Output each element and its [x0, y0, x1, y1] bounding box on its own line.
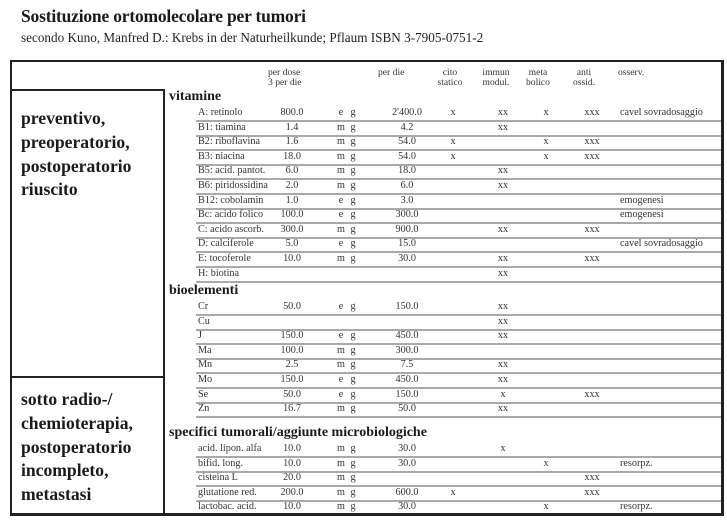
- cell-imm: x: [500, 388, 506, 400]
- indication-panel-preventive: [12, 89, 165, 378]
- cell-u1: e: [338, 209, 344, 221]
- table-row: [196, 106, 721, 122]
- cell-imm: xx: [497, 403, 509, 415]
- cell-u2: g: [350, 344, 356, 356]
- cell-meta: x: [543, 136, 549, 148]
- cell-day: 30.0: [398, 501, 416, 513]
- header-line: per dose: [268, 67, 301, 78]
- table-row: [196, 179, 721, 195]
- cell-dose: 20.0: [283, 472, 301, 484]
- cell-anti: xxx: [584, 223, 600, 235]
- cell-u1: m: [337, 136, 345, 148]
- cell-name: B5: acid. pantot.: [198, 165, 266, 177]
- indication-text: [21, 388, 133, 507]
- cell-u2: g: [350, 209, 356, 221]
- cell-name: A: retinolo: [198, 107, 243, 118]
- cell-u2: g: [350, 501, 356, 513]
- cell-anti: xxx: [584, 388, 600, 400]
- cell-cito: x: [450, 107, 456, 118]
- table-row: [196, 252, 721, 268]
- cell-u2: g: [350, 443, 356, 454]
- header-per-dose: [268, 68, 318, 88]
- cell-dose: 18.0: [283, 150, 301, 162]
- cell-u1: m: [337, 359, 345, 371]
- cell-name: D: calciferole: [198, 238, 254, 250]
- cell-day: 3.0: [400, 194, 414, 206]
- cell-imm: xx: [497, 374, 509, 385]
- header-line: modul.: [482, 77, 510, 88]
- cell-name: B12: cobolamin: [198, 194, 264, 206]
- header-cito: [430, 68, 470, 88]
- cell-imm: xx: [497, 165, 509, 177]
- cell-meta: x: [543, 501, 549, 513]
- cell-day: 450.0: [395, 330, 419, 342]
- section-title: bioelementi: [169, 283, 239, 298]
- cell-imm: xx: [497, 330, 509, 342]
- header-line: bolico: [526, 77, 550, 88]
- cell-imm: xx: [497, 267, 509, 279]
- cell-u1: m: [337, 443, 345, 454]
- cell-name: B3: niacina: [198, 150, 245, 162]
- cell-dose: 2.5: [285, 359, 299, 371]
- cell-imm: xx: [497, 223, 509, 235]
- section-title: vitamine: [169, 89, 222, 104]
- header-per-die: [378, 68, 428, 78]
- cell-anti: xxx: [584, 107, 600, 118]
- cell-day: 54.0: [398, 136, 416, 148]
- cell-u2: g: [350, 374, 356, 385]
- cell-u2: g: [350, 359, 356, 371]
- cell-name: E: tocoferole: [198, 253, 251, 264]
- cell-u1: m: [337, 403, 345, 415]
- table-row: [196, 121, 721, 137]
- cell-imm: xx: [497, 121, 509, 133]
- header-line: osserv.: [618, 67, 645, 78]
- cell-u1: e: [338, 107, 344, 118]
- cell-dose: 150.0: [280, 374, 304, 385]
- cell-name: bifid. long.: [198, 457, 243, 469]
- cell-dose: 1.6: [285, 136, 299, 148]
- header-osserv: [618, 68, 668, 78]
- cell-imm: xx: [497, 301, 509, 312]
- header-line: ossid.: [572, 77, 596, 88]
- indication-line: metastasi: [21, 484, 92, 505]
- indication-text: [21, 107, 131, 202]
- cell-name: Mn: [198, 359, 213, 371]
- cell-anti: xxx: [584, 253, 600, 264]
- cell-u1: e: [338, 330, 344, 342]
- cell-dose: 1.4: [285, 121, 299, 133]
- header-anti: [562, 68, 606, 88]
- cell-u2: g: [350, 403, 356, 415]
- cell-dose: 100.0: [280, 344, 304, 356]
- cell-u1: e: [338, 238, 344, 250]
- cell-u2: g: [350, 253, 356, 264]
- cell-day: 2'400.0: [392, 107, 422, 118]
- cell-anti: xxx: [584, 472, 600, 484]
- cell-imm: xx: [497, 359, 509, 371]
- cell-u2: g: [350, 180, 356, 191]
- cell-oss: emogenesi: [620, 209, 664, 221]
- cell-dose: 50.0: [283, 388, 301, 400]
- cell-u1: m: [337, 223, 345, 235]
- cell-u2: g: [350, 472, 356, 484]
- table-row: [196, 329, 721, 345]
- cell-imm: xx: [497, 107, 509, 118]
- cell-name: Zn: [198, 403, 210, 415]
- cell-u2: g: [350, 121, 356, 133]
- cell-imm: xx: [497, 180, 509, 191]
- cell-dose: 10.0: [283, 443, 301, 454]
- table-row: [196, 164, 721, 180]
- table-row: [196, 300, 721, 316]
- indication-column: [12, 62, 165, 513]
- table-row: [196, 194, 721, 210]
- cell-name: Ma: [198, 344, 212, 356]
- cell-u2: g: [350, 150, 356, 162]
- cell-dose: 10.0: [283, 501, 301, 513]
- cell-anti: xxx: [584, 486, 600, 498]
- cell-u2: g: [350, 388, 356, 400]
- cell-day: 600.0: [395, 486, 419, 498]
- cell-u1: e: [338, 194, 344, 206]
- cell-dose: 800.0: [280, 107, 304, 118]
- indication-line: preventivo,: [21, 108, 106, 128]
- cell-u2: g: [350, 330, 356, 342]
- cell-dose: 10.0: [283, 457, 301, 469]
- cell-oss: cavel sovradosaggio: [620, 238, 703, 250]
- cell-name: glutatione red.: [198, 486, 257, 498]
- cell-name: Bc: acido folico: [198, 209, 264, 221]
- indication-line: chemioterapia,: [21, 412, 133, 433]
- cell-name: B6: piridossidina: [198, 180, 268, 191]
- header-line: cito: [442, 67, 458, 78]
- indication-line: postoperatorio: [21, 155, 132, 176]
- table-row: [196, 344, 721, 360]
- cell-u1: m: [337, 165, 345, 177]
- cell-day: 450.0: [395, 374, 419, 385]
- page-title: Sostituzione ortomolecolare per tumori: [21, 6, 306, 26]
- cell-u1: e: [338, 301, 344, 312]
- cell-u1: m: [337, 486, 345, 498]
- cell-day: 7.5: [400, 359, 414, 371]
- cell-u1: m: [337, 472, 345, 484]
- table-row: [196, 208, 721, 224]
- cell-name: cisteina L: [198, 472, 238, 484]
- cell-meta: x: [543, 150, 549, 162]
- table-row: [196, 358, 721, 374]
- cell-name: Mo: [198, 374, 213, 385]
- section-title: specifici tumorali/aggiunte microbiologiche: [169, 425, 427, 440]
- cell-cito: x: [450, 136, 456, 148]
- table-row: [196, 150, 721, 166]
- cell-day: 18.0: [398, 165, 416, 177]
- header-line: per die: [378, 67, 405, 78]
- cell-dose: 150.0: [280, 330, 304, 342]
- cell-u2: g: [350, 238, 356, 250]
- cell-name: lactobac. acid.: [198, 501, 257, 513]
- cell-name: B2: riboflavina: [198, 136, 260, 148]
- cell-day: 54.0: [398, 150, 416, 162]
- cell-name: C: acido ascorb.: [198, 223, 264, 235]
- table-row: [196, 402, 721, 418]
- cell-u1: m: [337, 253, 345, 264]
- indication-line: preoperatorio,: [21, 131, 130, 152]
- cell-u2: g: [350, 107, 356, 118]
- cell-day: 30.0: [398, 443, 416, 454]
- cell-name: acid. lipon. alfa: [198, 443, 262, 454]
- cell-u2: g: [350, 223, 356, 235]
- header-line: 3 per die: [268, 77, 302, 88]
- indication-line: sotto radio-/: [21, 389, 113, 409]
- cell-anti: xxx: [584, 150, 600, 162]
- cell-day: 300.0: [395, 344, 419, 356]
- cell-dose: 1.0: [285, 194, 299, 206]
- cell-u1: m: [337, 150, 345, 162]
- cell-dose: 6.0: [285, 165, 299, 177]
- page-subtitle: secondo Kuno, Manfred D.: Krebs in der Naturheilkunde; Pflaum ISBN 3-7905-0751-2: [21, 30, 484, 45]
- cell-day: 900.0: [395, 223, 419, 235]
- cell-day: 50.0: [398, 403, 416, 415]
- table-row: [196, 237, 721, 253]
- table-row: [196, 486, 721, 502]
- cell-u1: e: [338, 388, 344, 400]
- table-row: [196, 442, 721, 458]
- cell-u2: g: [350, 457, 356, 469]
- cell-name: J: [198, 330, 202, 342]
- table-row: [196, 315, 721, 331]
- table-row: [196, 388, 721, 404]
- cell-dose: 16.7: [283, 403, 301, 415]
- table-row: [196, 135, 721, 151]
- cell-u1: m: [337, 180, 345, 191]
- cell-name: Cr: [198, 301, 209, 312]
- cell-u2: g: [350, 165, 356, 177]
- header-meta: [518, 68, 558, 88]
- cell-u1: m: [337, 121, 345, 133]
- cell-imm: xx: [497, 253, 509, 264]
- cell-day: 150.0: [395, 388, 419, 400]
- cell-imm: x: [500, 443, 506, 454]
- indication-line: incompleto,: [21, 460, 109, 481]
- cell-day: 30.0: [398, 457, 416, 469]
- cell-day: 15.0: [398, 238, 416, 250]
- cell-name: B1: tiamina: [198, 121, 246, 133]
- cell-meta: x: [543, 107, 549, 118]
- cell-cito: x: [450, 150, 456, 162]
- header-immun: [474, 68, 518, 88]
- cell-u2: g: [350, 301, 356, 312]
- cell-day: 6.0: [400, 180, 414, 191]
- header-line: meta: [528, 67, 548, 78]
- cell-dose: 2.0: [285, 180, 299, 191]
- cell-dose: 100.0: [280, 209, 304, 221]
- table-row: [196, 457, 721, 473]
- cell-day: 300.0: [395, 209, 419, 221]
- indication-line: postoperatorio: [21, 436, 132, 457]
- header-line: anti: [576, 67, 592, 78]
- cell-dose: 5.0: [285, 238, 299, 250]
- cell-oss: resorpz.: [620, 457, 653, 469]
- table-row: [196, 471, 721, 487]
- table-row: [196, 223, 721, 239]
- cell-meta: x: [543, 457, 549, 469]
- table-row: [196, 500, 721, 514]
- cell-dose: 10.0: [283, 253, 301, 264]
- indication-line: riuscito: [21, 179, 78, 200]
- cell-cito: x: [450, 486, 456, 498]
- cell-anti: xxx: [584, 136, 600, 148]
- cell-u1: m: [337, 344, 345, 356]
- cell-u2: g: [350, 194, 356, 206]
- cell-u1: e: [338, 374, 344, 385]
- cell-dose: 200.0: [280, 486, 304, 498]
- cell-day: 4.2: [400, 121, 414, 133]
- header-line: immun: [482, 67, 510, 78]
- cell-dose: 300.0: [280, 223, 304, 235]
- header-line: statico: [437, 77, 463, 88]
- cell-name: Se: [198, 388, 209, 400]
- cell-oss: resorpz.: [620, 501, 653, 513]
- cell-oss: emogenesi: [620, 194, 664, 206]
- cell-u2: g: [350, 486, 356, 498]
- cell-day: 30.0: [398, 253, 416, 264]
- table-row: [196, 373, 721, 389]
- table-frame: [10, 60, 724, 516]
- cell-day: 150.0: [395, 301, 419, 312]
- cell-u1: m: [337, 501, 345, 513]
- cell-u1: m: [337, 457, 345, 469]
- cell-name: H: biotina: [198, 267, 240, 279]
- cell-name: Cu: [198, 315, 210, 327]
- cell-imm: xx: [497, 315, 509, 327]
- table-row: [196, 267, 721, 283]
- cell-oss: cavel sovradosaggio: [620, 107, 703, 118]
- cell-u2: g: [350, 136, 356, 148]
- cell-dose: 50.0: [283, 301, 301, 312]
- indication-panel-therapy: [12, 376, 165, 513]
